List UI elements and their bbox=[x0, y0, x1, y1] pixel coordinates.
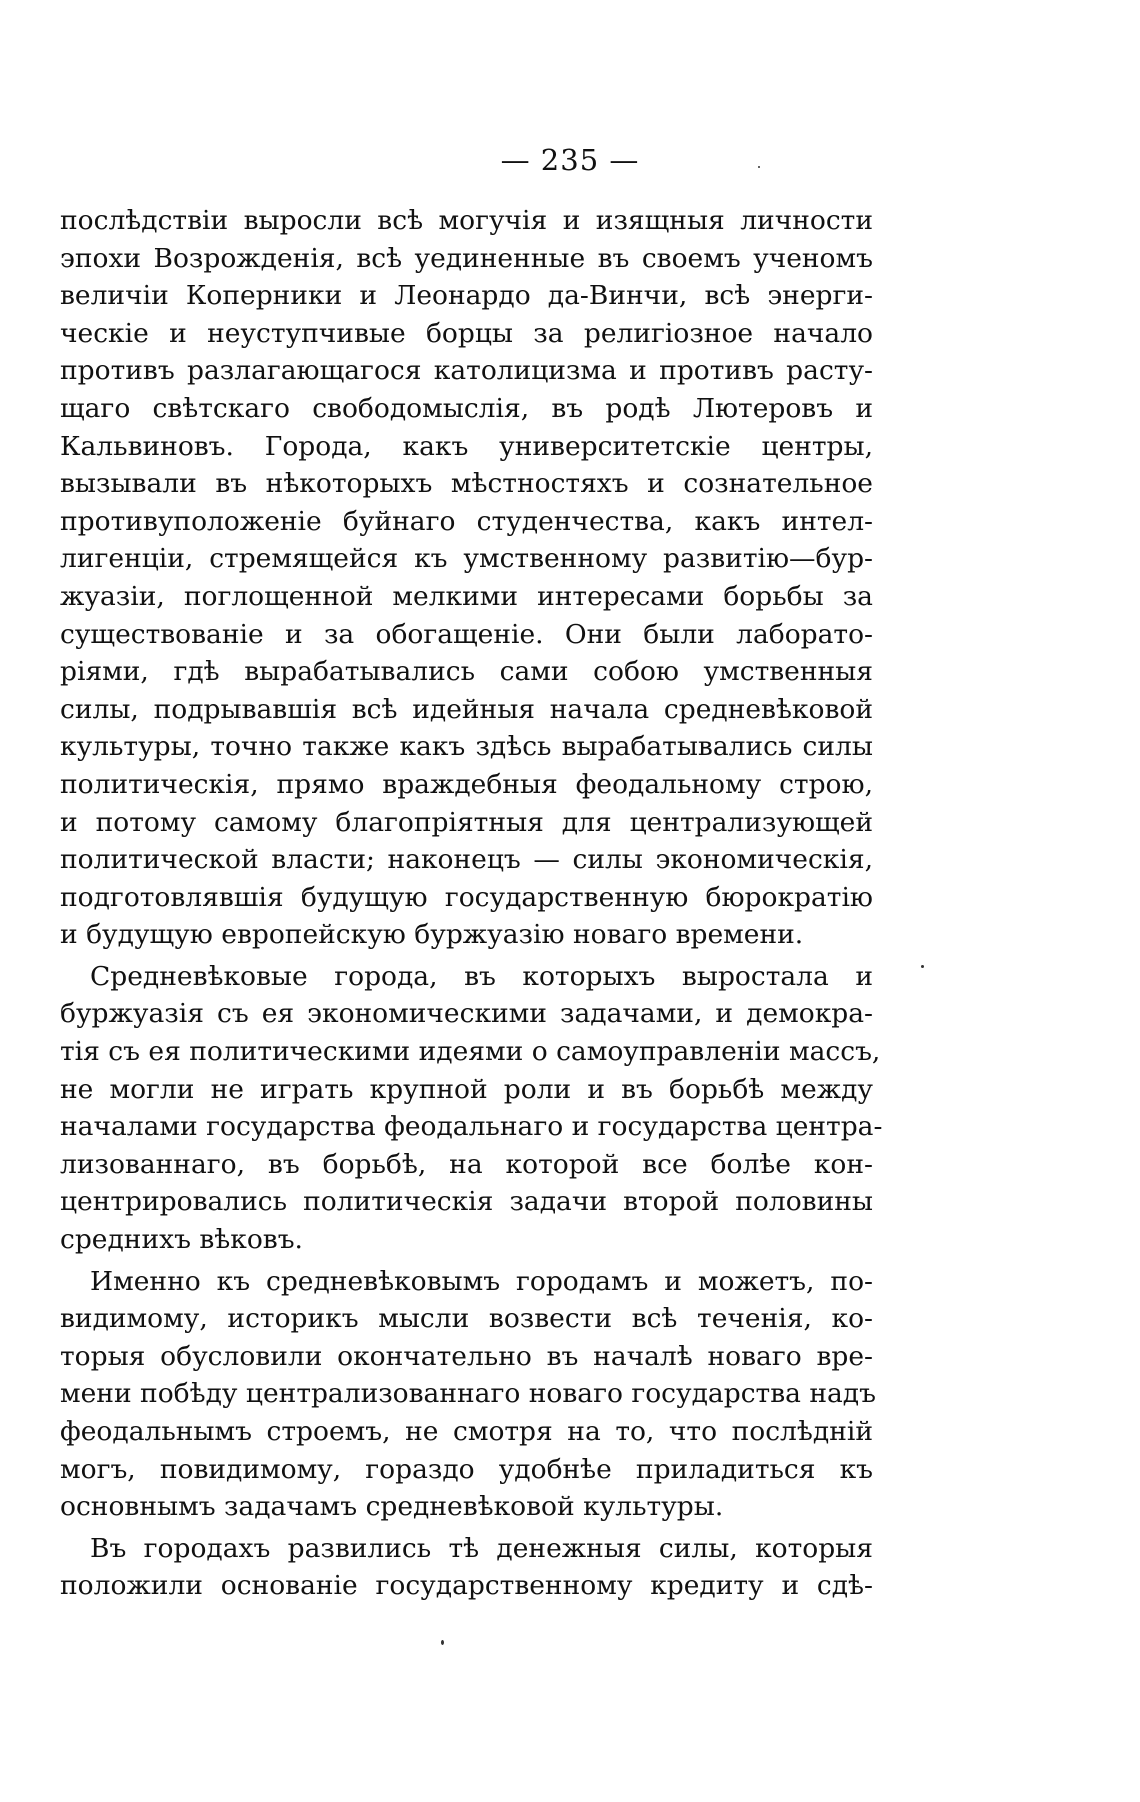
text-line: видимому, историкъ мысли возвести всѣ теченія, ко- bbox=[60, 1303, 873, 1335]
text-line: торыя обусловили окончательно въ началѣ новаго вре- bbox=[60, 1340, 873, 1372]
text-line: вызывали въ нѣкоторыхъ мѣстностяхъ и сознательное bbox=[60, 468, 873, 500]
text-line: политическія, прямо враждебныя феодальному строю, bbox=[60, 768, 873, 800]
text-line: феодальнымъ строемъ, не смотря на то, что послѣдній bbox=[60, 1416, 873, 1447]
text-line: послѣдствіи выросли всѣ могучія и изящныя личности bbox=[60, 205, 873, 236]
text-line: Средневѣковые города, въ которыхъ выростала и bbox=[90, 960, 873, 992]
paragraph-1 bbox=[60, 202, 873, 954]
text-line: и потому самому благопріятныя для централизующей bbox=[60, 806, 873, 838]
text-line: лизованнаго, въ борьбѣ, на которой все болѣе кон- bbox=[60, 1148, 873, 1180]
text-line: политической власти; наконецъ — силы экономическія, bbox=[60, 844, 873, 876]
text-line: Кальвиновъ. Города, какъ университетскіе центры, bbox=[60, 430, 873, 462]
text-line: силы, подрывавшія всѣ идейныя начала средневѣковой bbox=[60, 693, 873, 725]
text-line: среднихъ вѣковъ. bbox=[60, 1224, 303, 1256]
body-text bbox=[60, 202, 883, 1605]
text-line: подготовлявшія будущую государственную бюрократію bbox=[60, 881, 873, 913]
text-line: щаго свѣтскаго свободомыслія, въ родѣ Лютеровъ и bbox=[60, 392, 873, 424]
text-line: и будущую европейскую буржуазію новаго времени. bbox=[60, 919, 804, 951]
text-line: началами государства феодальнаго и государства центра- bbox=[60, 1111, 883, 1143]
text-line: ческіе и неуступчивые борцы за религіозное начало bbox=[60, 317, 873, 349]
text-line: не могли не играть крупной роли и въ борьбѣ между bbox=[60, 1073, 873, 1105]
text-line: центрировались политическія задачи второй половины bbox=[60, 1186, 873, 1218]
paragraph-4 bbox=[60, 1530, 873, 1605]
text-line: противъ разлагающагося католицизма и противъ расту- bbox=[60, 355, 873, 387]
text-line: Въ городахъ развились тѣ денежныя силы, которыя bbox=[90, 1532, 873, 1564]
scan-speck bbox=[758, 166, 760, 168]
text-line: могъ, повидимому, гораздо удобнѣе приладиться къ bbox=[60, 1453, 873, 1485]
scan-speck bbox=[921, 965, 924, 968]
scan-speck bbox=[441, 1640, 444, 1645]
text-line: эпохи Возрожденія, всѣ уединенные въ своемъ ученомъ bbox=[60, 242, 873, 274]
text-line: ріями, гдѣ вырабатывались сами собою умственныя bbox=[60, 656, 873, 688]
text-line: жуазіи, поглощенной мелкими интересами борьбы за bbox=[60, 580, 873, 612]
text-line: культуры, точно также какъ здѣсь вырабатывались силы bbox=[60, 731, 873, 763]
text-line: положили основаніе государственному кредиту и сдѣ- bbox=[60, 1570, 873, 1602]
text-line: буржуазія съ ея экономическими задачами, и демокра- bbox=[60, 998, 873, 1030]
paragraph-3 bbox=[60, 1263, 876, 1526]
text-line: мени побѣду централизованнаго новаго государства надъ bbox=[60, 1378, 876, 1410]
text-line: лигенціи, стремящейся къ умственному развитію—бур- bbox=[60, 543, 873, 575]
paragraph-2 bbox=[60, 958, 883, 1259]
page-number: — 235 — bbox=[500, 143, 640, 177]
text-line: величіи Коперники и Леонардо да-Винчи, всѣ энерги- bbox=[60, 280, 873, 312]
text-line: основнымъ задачамъ средневѣковой культуры. bbox=[60, 1491, 724, 1523]
text-line: существованіе и за обогащеніе. Они были лаборато- bbox=[60, 618, 873, 650]
text-line: противуположеніе буйнаго студенчества, какъ интел- bbox=[60, 505, 873, 537]
text-line: тія съ ея политическими идеями о самоуправленіи массъ, bbox=[60, 1036, 881, 1068]
text-line: Именно къ средневѣковымъ городамъ и можетъ, по- bbox=[90, 1265, 873, 1297]
